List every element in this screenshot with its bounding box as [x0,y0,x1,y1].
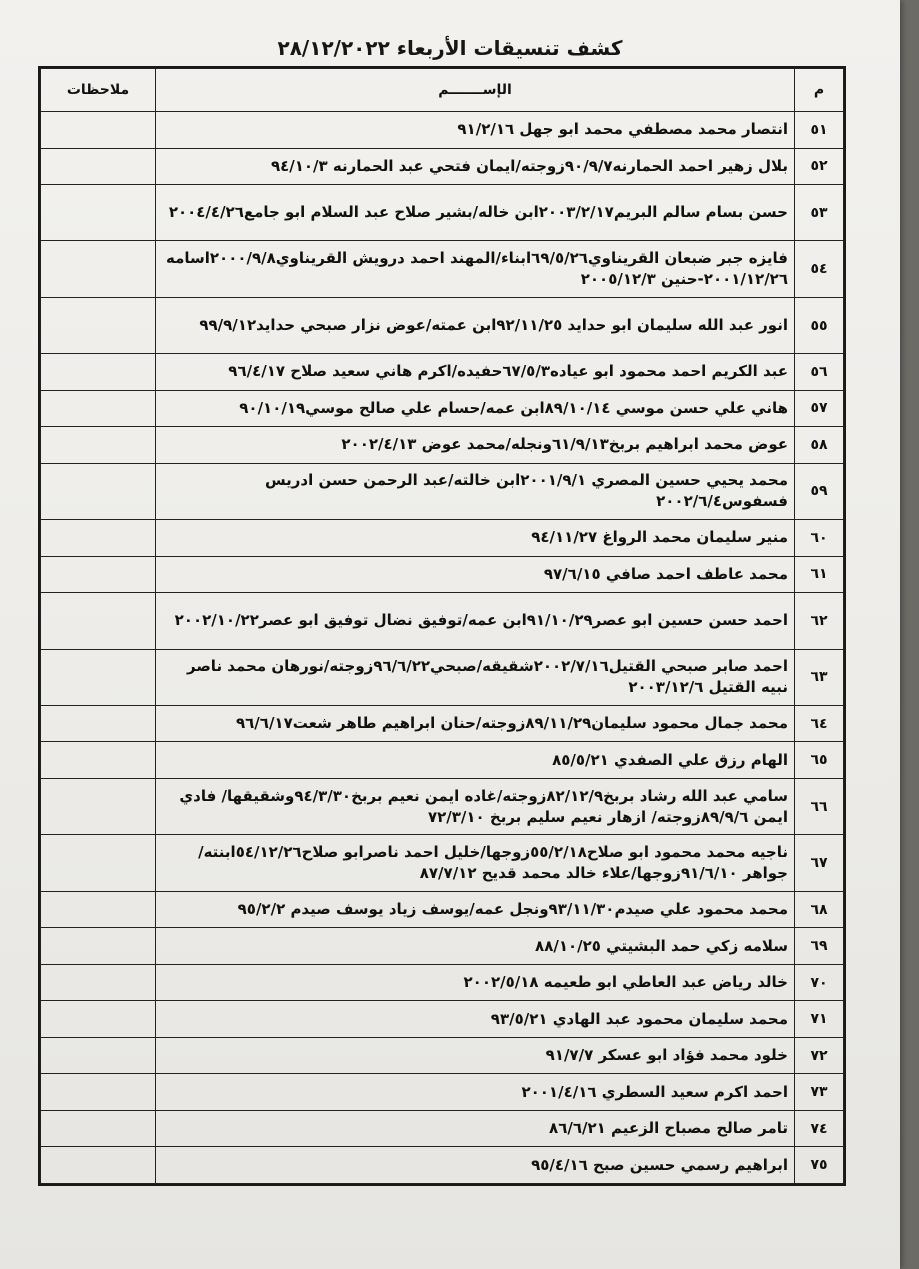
row-names: محمد جمال محمود سليمان٨٩/١١/٢٩زوجته/حنان ابراهيم طاهر شعت٩٦/٦/١٧ [156,705,795,742]
row-number: ٦٨ [795,891,844,928]
table-body [41,112,844,1184]
row-notes [41,556,156,593]
row-number: ٥٣ [795,185,844,241]
row-number: ٧٤ [795,1110,844,1147]
row-notes [41,185,156,241]
row-names: منير سليمان محمد الرواغ ٩٤/١١/٢٧ [156,520,795,557]
table-row [41,649,844,705]
table-row [41,112,844,149]
table-row [41,520,844,557]
coordination-table [38,66,846,1186]
table-row [41,1147,844,1184]
row-notes [41,649,156,705]
row-names: هاني علي حسن موسي ٨٩/١٠/١٤ابن عمه/حسام علي صالح موسي٩٠/١٠/١٩ [156,390,795,427]
row-notes [41,520,156,557]
row-names: بلال زهير احمد الحمارنه٩٠/٩/٧زوجته/ايمان فتحي عبد الحمارنه ٩٤/١٠/٣ [156,148,795,185]
row-names: حسن بسام سالم البريم٢٠٠٣/٢/١٧ابن خاله/بشير صلاح عبد السلام ابو جامع٢٠٠٤/٤/٢٦ [156,185,795,241]
row-number: ٦١ [795,556,844,593]
names-table [40,68,844,1184]
table-row [41,593,844,649]
table-row [41,427,844,464]
row-names: محمد سليمان محمود عبد الهادي ٩٣/٥/٢١ [156,1001,795,1038]
row-notes [41,354,156,391]
row-number: ٥٤ [795,241,844,297]
table-row [41,463,844,519]
row-notes [41,705,156,742]
table-row [41,241,844,297]
table-header-row [41,69,844,112]
header-number: م [795,69,844,112]
table-row [41,185,844,241]
row-notes [41,1110,156,1147]
table-row [41,835,844,891]
row-names: احمد اكرم سعيد السطري ٢٠٠١/٤/١٦ [156,1074,795,1111]
row-number: ٦٩ [795,928,844,965]
row-number: ٦٢ [795,593,844,649]
row-number: ٥١ [795,112,844,149]
table-row [41,1074,844,1111]
row-number: ٧٢ [795,1037,844,1074]
table-row [41,354,844,391]
row-notes [41,148,156,185]
row-number: ٦٧ [795,835,844,891]
row-names: سامي عبد الله رشاد بربخ٨٢/١٢/٩زوجته/غاده ايمن نعيم بربخ٩٤/٣/٣٠وشقيقها/ فادي ايمن ٨٩/٩/٦زوجته/ ازهار نعيم سليم بربخ ٧٢/٣/١٠ [156,778,795,834]
table-row [41,1001,844,1038]
row-number: ٦٤ [795,705,844,742]
header-notes: ملاحظات [41,69,156,112]
row-number: ٦٠ [795,520,844,557]
table-row [41,964,844,1001]
table-row [41,778,844,834]
row-notes [41,928,156,965]
document-title: كشف تنسيقات الأربعاء ٢٨/١٢/٢٠٢٢ [277,36,623,60]
table-row [41,705,844,742]
row-names: عبد الكريم احمد محمود ابو عياده٦٧/٥/٣حفيده/اكرم هاني سعيد صلاح ٩٦/٤/١٧ [156,354,795,391]
row-notes [41,427,156,464]
table-row [41,742,844,779]
table-row [41,390,844,427]
row-notes [41,297,156,353]
row-names: خلود محمد فؤاد ابو عسكر ٩١/٧/٧ [156,1037,795,1074]
row-number: ٥٢ [795,148,844,185]
table-row [41,297,844,353]
row-notes [41,390,156,427]
row-notes [41,593,156,649]
row-names: فايزه جبر ضبعان القريناوي٦٩/٥/٢٦ابناء/المهند احمد درويش القريناوي٢٠٠٠/٩/٨اسامه ٢٠٠١/١٢/٢٦-حنين ٢٠٠٥/١٢/٣ [156,241,795,297]
row-names: انتصار محمد مصطفي محمد ابو جهل ٩١/٢/١٦ [156,112,795,149]
row-number: ٥٦ [795,354,844,391]
row-names: ناجيه محمد محمود ابو صلاح٥٥/٢/١٨زوجها/خليل احمد ناصرابو صلاح٥٤/١٢/٢٦ابنته/جواهر ٩١/٦/١٠زوجها/علاء خالد محمد قديح ٨٧/٧/١٢ [156,835,795,891]
row-names: خالد رياض عبد العاطي ابو طعيمه ٢٠٠٢/٥/١٨ [156,964,795,1001]
row-notes [41,112,156,149]
row-notes [41,1147,156,1184]
row-names: الهام رزق علي الصفدي ٨٥/٥/٢١ [156,742,795,779]
row-number: ٥٧ [795,390,844,427]
row-number: ٧١ [795,1001,844,1038]
row-number: ٦٥ [795,742,844,779]
row-number: ٥٨ [795,427,844,464]
row-number: ٧٣ [795,1074,844,1111]
table-row [41,891,844,928]
table-row [41,556,844,593]
row-notes [41,1001,156,1038]
table-row [41,148,844,185]
row-names: محمد محمود علي صيدم٩٣/١١/٣٠ونجل عمه/يوسف زياد يوسف صيدم ٩٥/٢/٢ [156,891,795,928]
row-notes [41,778,156,834]
row-number: ٦٣ [795,649,844,705]
row-names: محمد يحيي حسين المصري ٢٠٠١/٩/١ابن خالته/عبد الرحمن حسن ادريس فسفوس٢٠٠٢/٦/٤ [156,463,795,519]
row-notes [41,742,156,779]
table-row [41,1110,844,1147]
table-row [41,928,844,965]
row-notes [41,835,156,891]
row-notes [41,1074,156,1111]
row-names: انور عبد الله سليمان ابو حدايد ٩٢/١١/٢٥ابن عمته/عوض نزار صبحي حدايد٩٩/٩/١٢ [156,297,795,353]
row-notes [41,891,156,928]
row-number: ٧٥ [795,1147,844,1184]
row-names: احمد حسن حسين ابو عصر٩١/١٠/٢٩ابن عمه/توفيق نضال توفيق ابو عصر٢٠٠٢/١٠/٢٢ [156,593,795,649]
row-names: عوض محمد ابراهيم بربخ٦١/٩/١٣ونجله/محمد عوض ٢٠٠٢/٤/١٣ [156,427,795,464]
row-number: ٥٩ [795,463,844,519]
row-names: سلامه زكي حمد البشيتي ٨٨/١٠/٢٥ [156,928,795,965]
row-number: ٧٠ [795,964,844,1001]
table-row [41,1037,844,1074]
row-names: احمد صابر صبحي القتيل٢٠٠٢/٧/١٦شقيقه/صبحي٩٦/٦/٢٢زوجته/نورهان محمد ناصر نبيه القتيل ٢٠٠٣/١٢/٦ [156,649,795,705]
row-notes [41,241,156,297]
header-name: الإســـــــم [156,69,795,112]
row-number: ٦٦ [795,778,844,834]
row-names: تامر صالح مصباح الزعيم ٨٦/٦/٢١ [156,1110,795,1147]
row-names: ابراهيم رسمي حسين صبح ٩٥/٤/١٦ [156,1147,795,1184]
row-notes [41,463,156,519]
row-notes [41,1037,156,1074]
row-names: محمد عاطف احمد صافي ٩٧/٦/١٥ [156,556,795,593]
row-number: ٥٥ [795,297,844,353]
row-notes [41,964,156,1001]
